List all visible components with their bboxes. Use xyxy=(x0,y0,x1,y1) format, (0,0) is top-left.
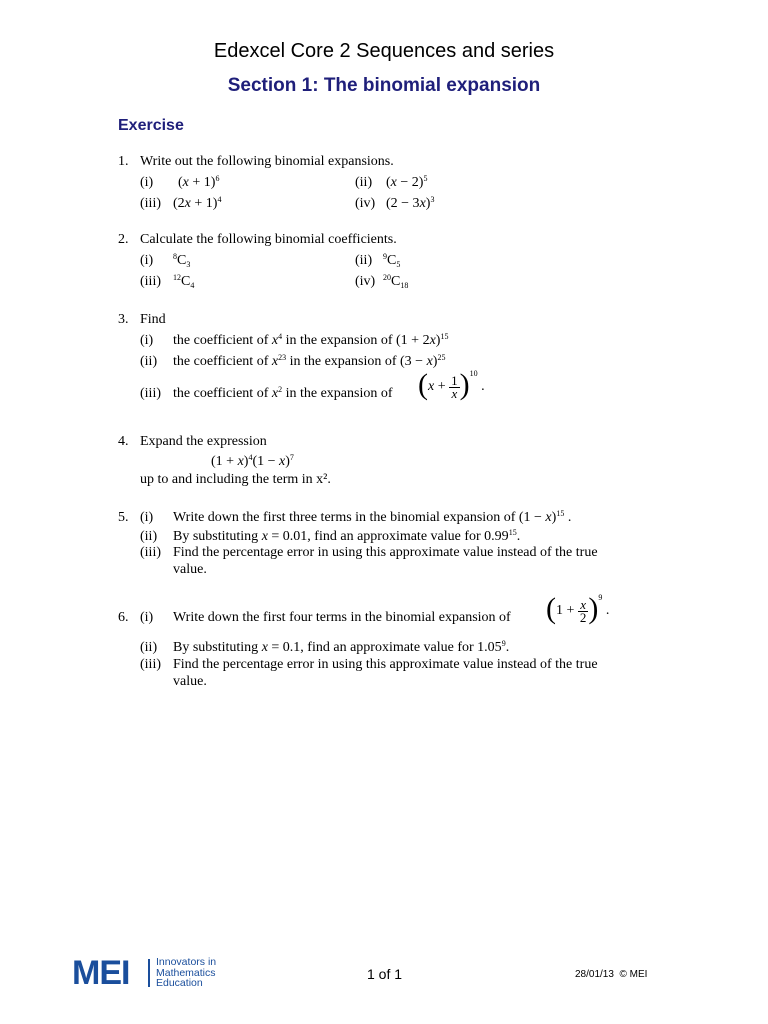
q3-iii-text: the coefficient of $x^2$ in the expansion of xyxy=(173,385,393,401)
q6-iii-label: (iii) xyxy=(140,657,161,672)
q1-iv-label: (iv) xyxy=(355,196,376,211)
q2-ii-expr: $^9C_5$ xyxy=(383,252,401,269)
q1-ii-expr: $(x - 2)^5$ xyxy=(386,174,428,190)
q4-tail: up to and including the term in x². xyxy=(140,472,331,487)
q5-i-label: (i) xyxy=(140,510,154,525)
q5-iii-text2: value. xyxy=(173,562,207,577)
q1-iii-expr: $(2x + 1)^4$ xyxy=(173,195,222,211)
page-number: 1 of 1 xyxy=(367,966,403,982)
q3-iii-label: (iii) xyxy=(140,386,161,401)
q2-iii-expr: $^{12}C_4$ xyxy=(173,273,195,290)
exercise-heading: Exercise xyxy=(118,117,184,134)
q2-number: 2. xyxy=(118,232,129,247)
q1-number: 1. xyxy=(118,154,129,169)
q1-ii-label: (ii) xyxy=(355,175,373,190)
q1-i-label: (i) xyxy=(140,175,154,190)
q3-iii-expr: (x + $\frac{1}{x}$ )$^{10}$ . xyxy=(418,368,485,401)
q5-iii-text: Find the percentage error in using this approximate value instead of the true xyxy=(173,545,598,560)
q2-text: Calculate the following binomial coefficients. xyxy=(140,232,397,247)
q6-iii-text2: value. xyxy=(173,674,207,689)
q5-i-text: Write down the first three terms in the binomial expansion of $(1 - x)^{15}$ . xyxy=(173,509,572,525)
q1-iv-expr: $(2 - 3x)^3$ xyxy=(386,195,435,211)
q4-text: Expand the expression xyxy=(140,434,267,449)
q3-i-label: (i) xyxy=(140,333,154,348)
mei-logo-tagline: Innovators in Mathematics Education xyxy=(156,956,217,989)
q4-expr: $(1 + x)^4(1 - x)^7$ xyxy=(211,453,294,469)
q3-number: 3. xyxy=(118,312,129,327)
q2-i-expr: $^8C_3$ xyxy=(173,252,191,269)
q3-ii-label: (ii) xyxy=(140,354,158,369)
q3-text: Find xyxy=(140,312,166,327)
q1-text: Write out the following binomial expansions. xyxy=(140,154,394,169)
q6-ii-label: (ii) xyxy=(140,640,158,655)
q6-i-expr: (1 + $\frac{x}{2}$ )$^9$ . xyxy=(546,592,610,625)
q5-ii-label: (ii) xyxy=(140,529,158,544)
q2-iv-expr: $^{20}C_{18}$ xyxy=(383,273,409,290)
q1-i-expr: $(x + 1)^6$ xyxy=(178,174,220,190)
q5-ii-text: By substituting x = 0.01, find an approximate value for 0.99$^{15}$. xyxy=(173,528,521,544)
mei-logo-mark: MEI xyxy=(72,954,130,992)
mei-logo-divider xyxy=(148,959,150,987)
q6-i-label: (i) xyxy=(140,610,154,625)
section-title: Section 1: The binomial expansion xyxy=(227,75,541,96)
q6-iii-text: Find the percentage error in using this approximate value instead of the true xyxy=(173,657,598,672)
q2-ii-label: (ii) xyxy=(355,253,373,268)
q6-number: 6. xyxy=(118,610,129,625)
q6-i-text: Write down the first four terms in the binomial expansion of xyxy=(173,610,511,625)
q5-number: 5. xyxy=(118,510,129,525)
document-title: Edexcel Core 2 Sequences and series xyxy=(213,40,555,62)
q3-i-text: the coefficient of $x^4$ in the expansion of $(1 + 2x)^{15}$ xyxy=(173,332,449,348)
q5-iii-label: (iii) xyxy=(140,545,161,560)
q3-ii-text: the coefficient of $x^{23}$ in the expansion of $(3 - x)^{25}$ xyxy=(173,353,446,369)
q2-iii-label: (iii) xyxy=(140,274,161,289)
footer-meta: 28/01/13 © MEI xyxy=(575,969,648,980)
q1-iii-label: (iii) xyxy=(140,196,161,211)
q2-i-label: (i) xyxy=(140,253,154,268)
q4-number: 4. xyxy=(118,434,129,449)
q2-iv-label: (iv) xyxy=(355,274,376,289)
q6-ii-text: By substituting x = 0.1, find an approximate value for 1.05$^9$. xyxy=(173,639,510,655)
mei-logo xyxy=(72,955,232,991)
